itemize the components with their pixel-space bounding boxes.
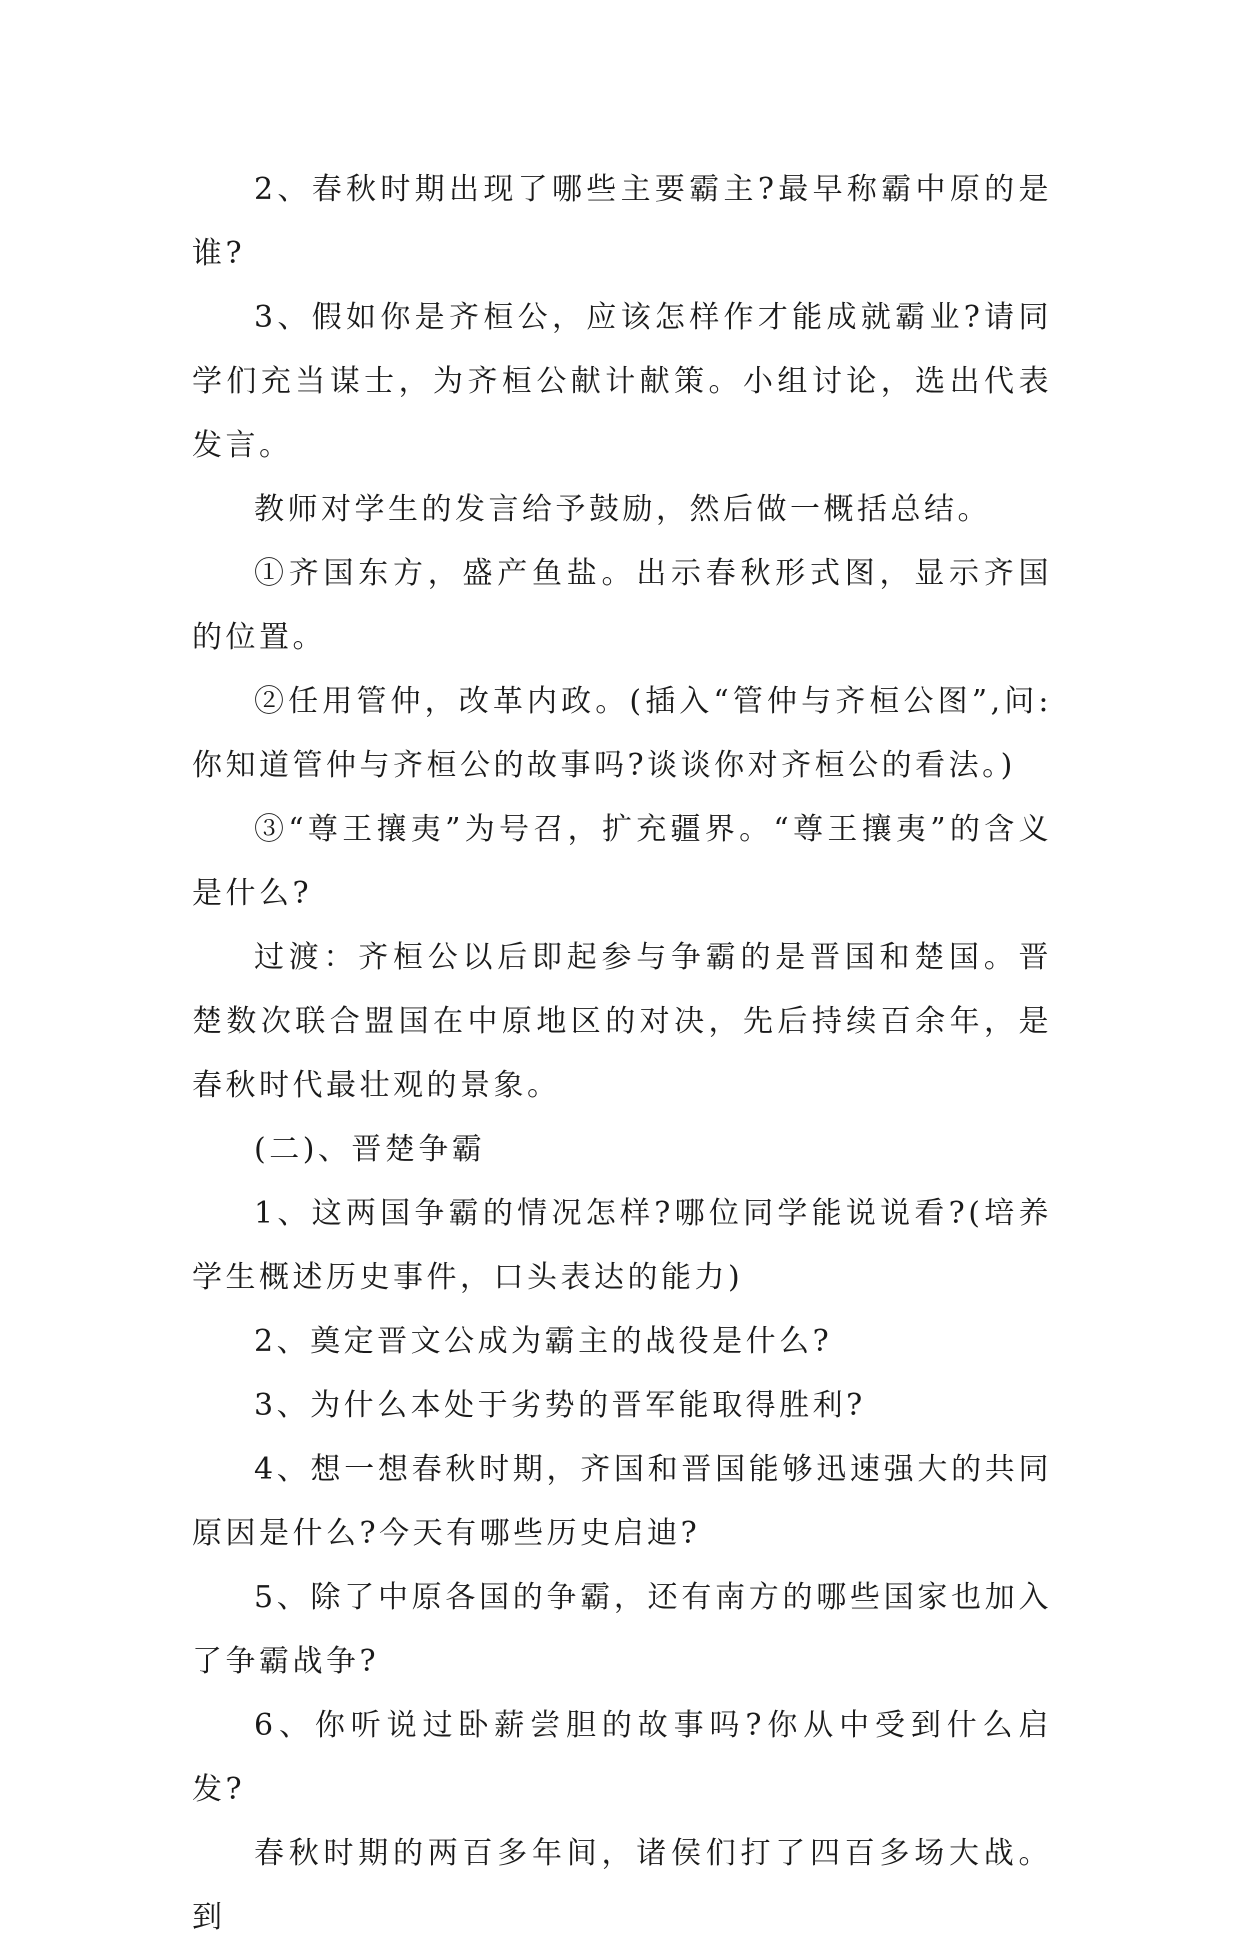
paragraph-question-3: 3、假如你是齐桓公，应该怎样作才能成就霸业?请同学们充当谋士，为齐桓公献计献策。小组讨论，选出代表发言。 bbox=[192, 300, 1052, 463]
paragraph-point-1: ①齐国东方，盛产鱼盐。出示春秋形式图，显示齐国的位置。 bbox=[192, 556, 1052, 655]
section-heading: (二)、晋楚争霸 bbox=[254, 1132, 486, 1167]
paragraph-section2-question-3: 3、为什么本处于劣势的晋军能取得胜利? bbox=[254, 1388, 866, 1423]
paragraph-section2-question-1: 1、这两国争霸的情况怎样?哪位同学能说说看?(培养学生概述历史事件，口头表达的能力) bbox=[192, 1196, 1052, 1295]
paragraph-transition: 过渡：齐桓公以后即起参与争霸的是晋国和楚国。晋楚数次联合盟国在中原地区的对决，先后持续百余年，是春秋时代最壮观的景象。 bbox=[192, 940, 1052, 1103]
paragraph-section2-question-4: 4、想一想春秋时期，齐国和晋国能够迅速强大的共同原因是什么?今天有哪些历史启迪? bbox=[192, 1452, 1052, 1551]
paragraph-point-2: ②任用管仲，改革内政。(插入“管仲与齐桓公图”,问:你知道管仲与齐桓公的故事吗?谈谈你对齐桓公的看法。) bbox=[192, 684, 1052, 783]
paragraph-closing: 春秋时期的两百多年间，诸侯们打了四百多场大战。到 bbox=[192, 1836, 1052, 1935]
paragraph-section2-question-5: 5、除了中原各国的争霸，还有南方的哪些国家也加入了争霸战争? bbox=[192, 1580, 1052, 1679]
document-body bbox=[192, 158, 1052, 1950]
paragraph-section2-question-6: 6、你听说过卧薪尝胆的故事吗?你从中受到什么启发? bbox=[192, 1708, 1052, 1807]
paragraph-section2-question-2: 2、奠定晋文公成为霸主的战役是什么? bbox=[254, 1324, 833, 1359]
paragraph-question-2: 2、春秋时期出现了哪些主要霸主?最早称霸中原的是谁? bbox=[192, 172, 1052, 271]
paragraph-point-3: ③“尊王攘夷”为号召，扩充疆界。“尊王攘夷”的含义是什么? bbox=[192, 812, 1052, 911]
paragraph-teacher-summary: 教师对学生的发言给予鼓励，然后做一概括总结。 bbox=[254, 492, 991, 527]
